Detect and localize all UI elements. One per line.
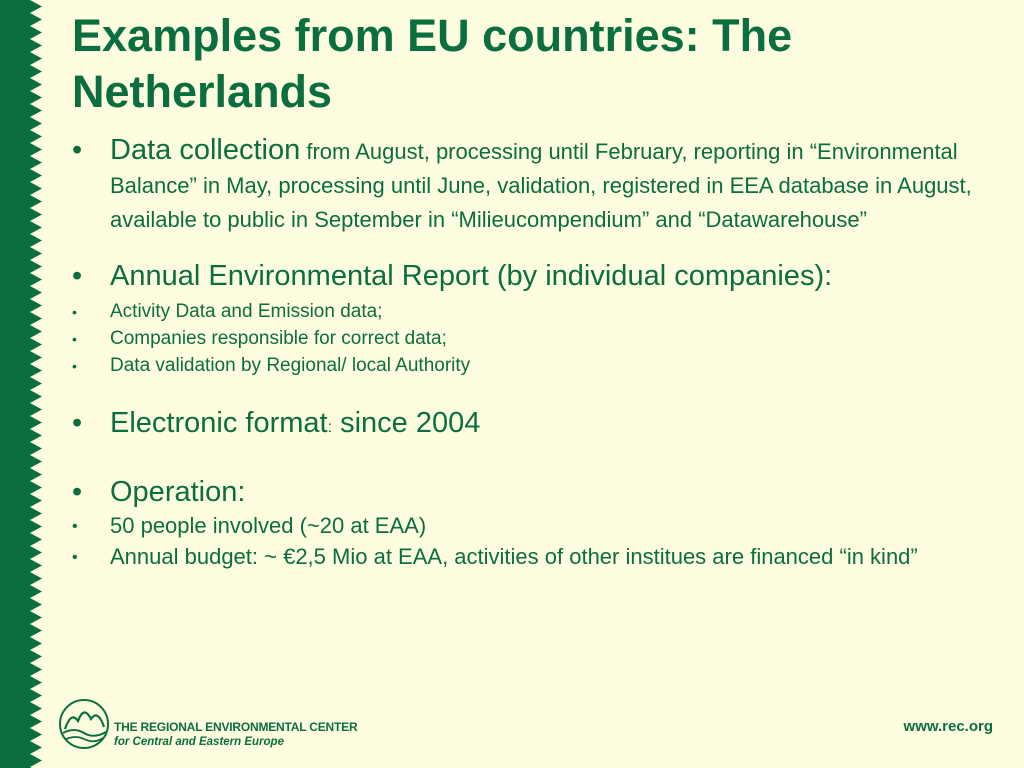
list-item: [72, 353, 992, 378]
list-item: [72, 299, 992, 324]
bullet-electronic-format: [72, 406, 992, 445]
rec-logo-icon: [58, 697, 110, 751]
bullet-glyph: •: [72, 518, 78, 535]
page-title: Examples from EU countries: The Netherlands: [72, 10, 793, 117]
organization-name-line1: THE REGIONAL ENVIRONMENTAL CENTER: [114, 720, 358, 734]
zigzag-border: [0, 0, 46, 768]
website-link[interactable]: www.rec.org: [903, 718, 993, 735]
slide-content: [72, 133, 992, 569]
annual-report-heading: Annual Environmental Report (by individual companies):: [110, 260, 833, 292]
bullet-annual-report: [72, 259, 992, 293]
data-collection-lead: Data collection: [110, 134, 301, 166]
bullet-data-collection: [72, 133, 992, 235]
operation-item: Annual budget: ~ €2,5 Mio at EAA, activities of other institues are financed “in kind”: [110, 544, 918, 569]
bullet-glyph: •: [72, 407, 83, 439]
list-item: [72, 544, 992, 569]
list-item: [72, 513, 992, 538]
bullet-glyph: •: [72, 134, 83, 166]
electronic-format-lead: Electronic format: [110, 407, 328, 439]
bullet-operation: [72, 475, 992, 509]
organization-name-line2: for Central and Eastern Europe: [114, 736, 284, 748]
bullet-glyph: •: [72, 358, 77, 374]
annual-report-item: Activity Data and Emission data;: [110, 301, 383, 322]
electronic-format-value: since 2004: [332, 407, 481, 439]
organization-name: [114, 720, 357, 750]
operation-heading: Operation:: [110, 476, 246, 508]
bullet-glyph: •: [72, 549, 78, 566]
data-collection-detail: from August, processing until February, reporting in “Environmental Balance” in May, processing until June, validation, registered in EEA database in August, available to public in September in “Milieucompendium” and “Datawarehouse”: [110, 139, 972, 232]
list-item: [72, 326, 992, 351]
bullet-glyph: •: [72, 331, 77, 347]
bullet-glyph: •: [72, 476, 83, 508]
operation-item: 50 people involved (~20 at EAA): [110, 513, 427, 538]
bullet-glyph: •: [72, 260, 83, 292]
annual-report-item: Companies responsible for correct data;: [110, 328, 447, 349]
bullet-glyph: •: [72, 304, 77, 320]
electronic-format-colon: :: [327, 419, 333, 436]
annual-report-item: Data validation by Regional/ local Authority: [110, 355, 471, 376]
